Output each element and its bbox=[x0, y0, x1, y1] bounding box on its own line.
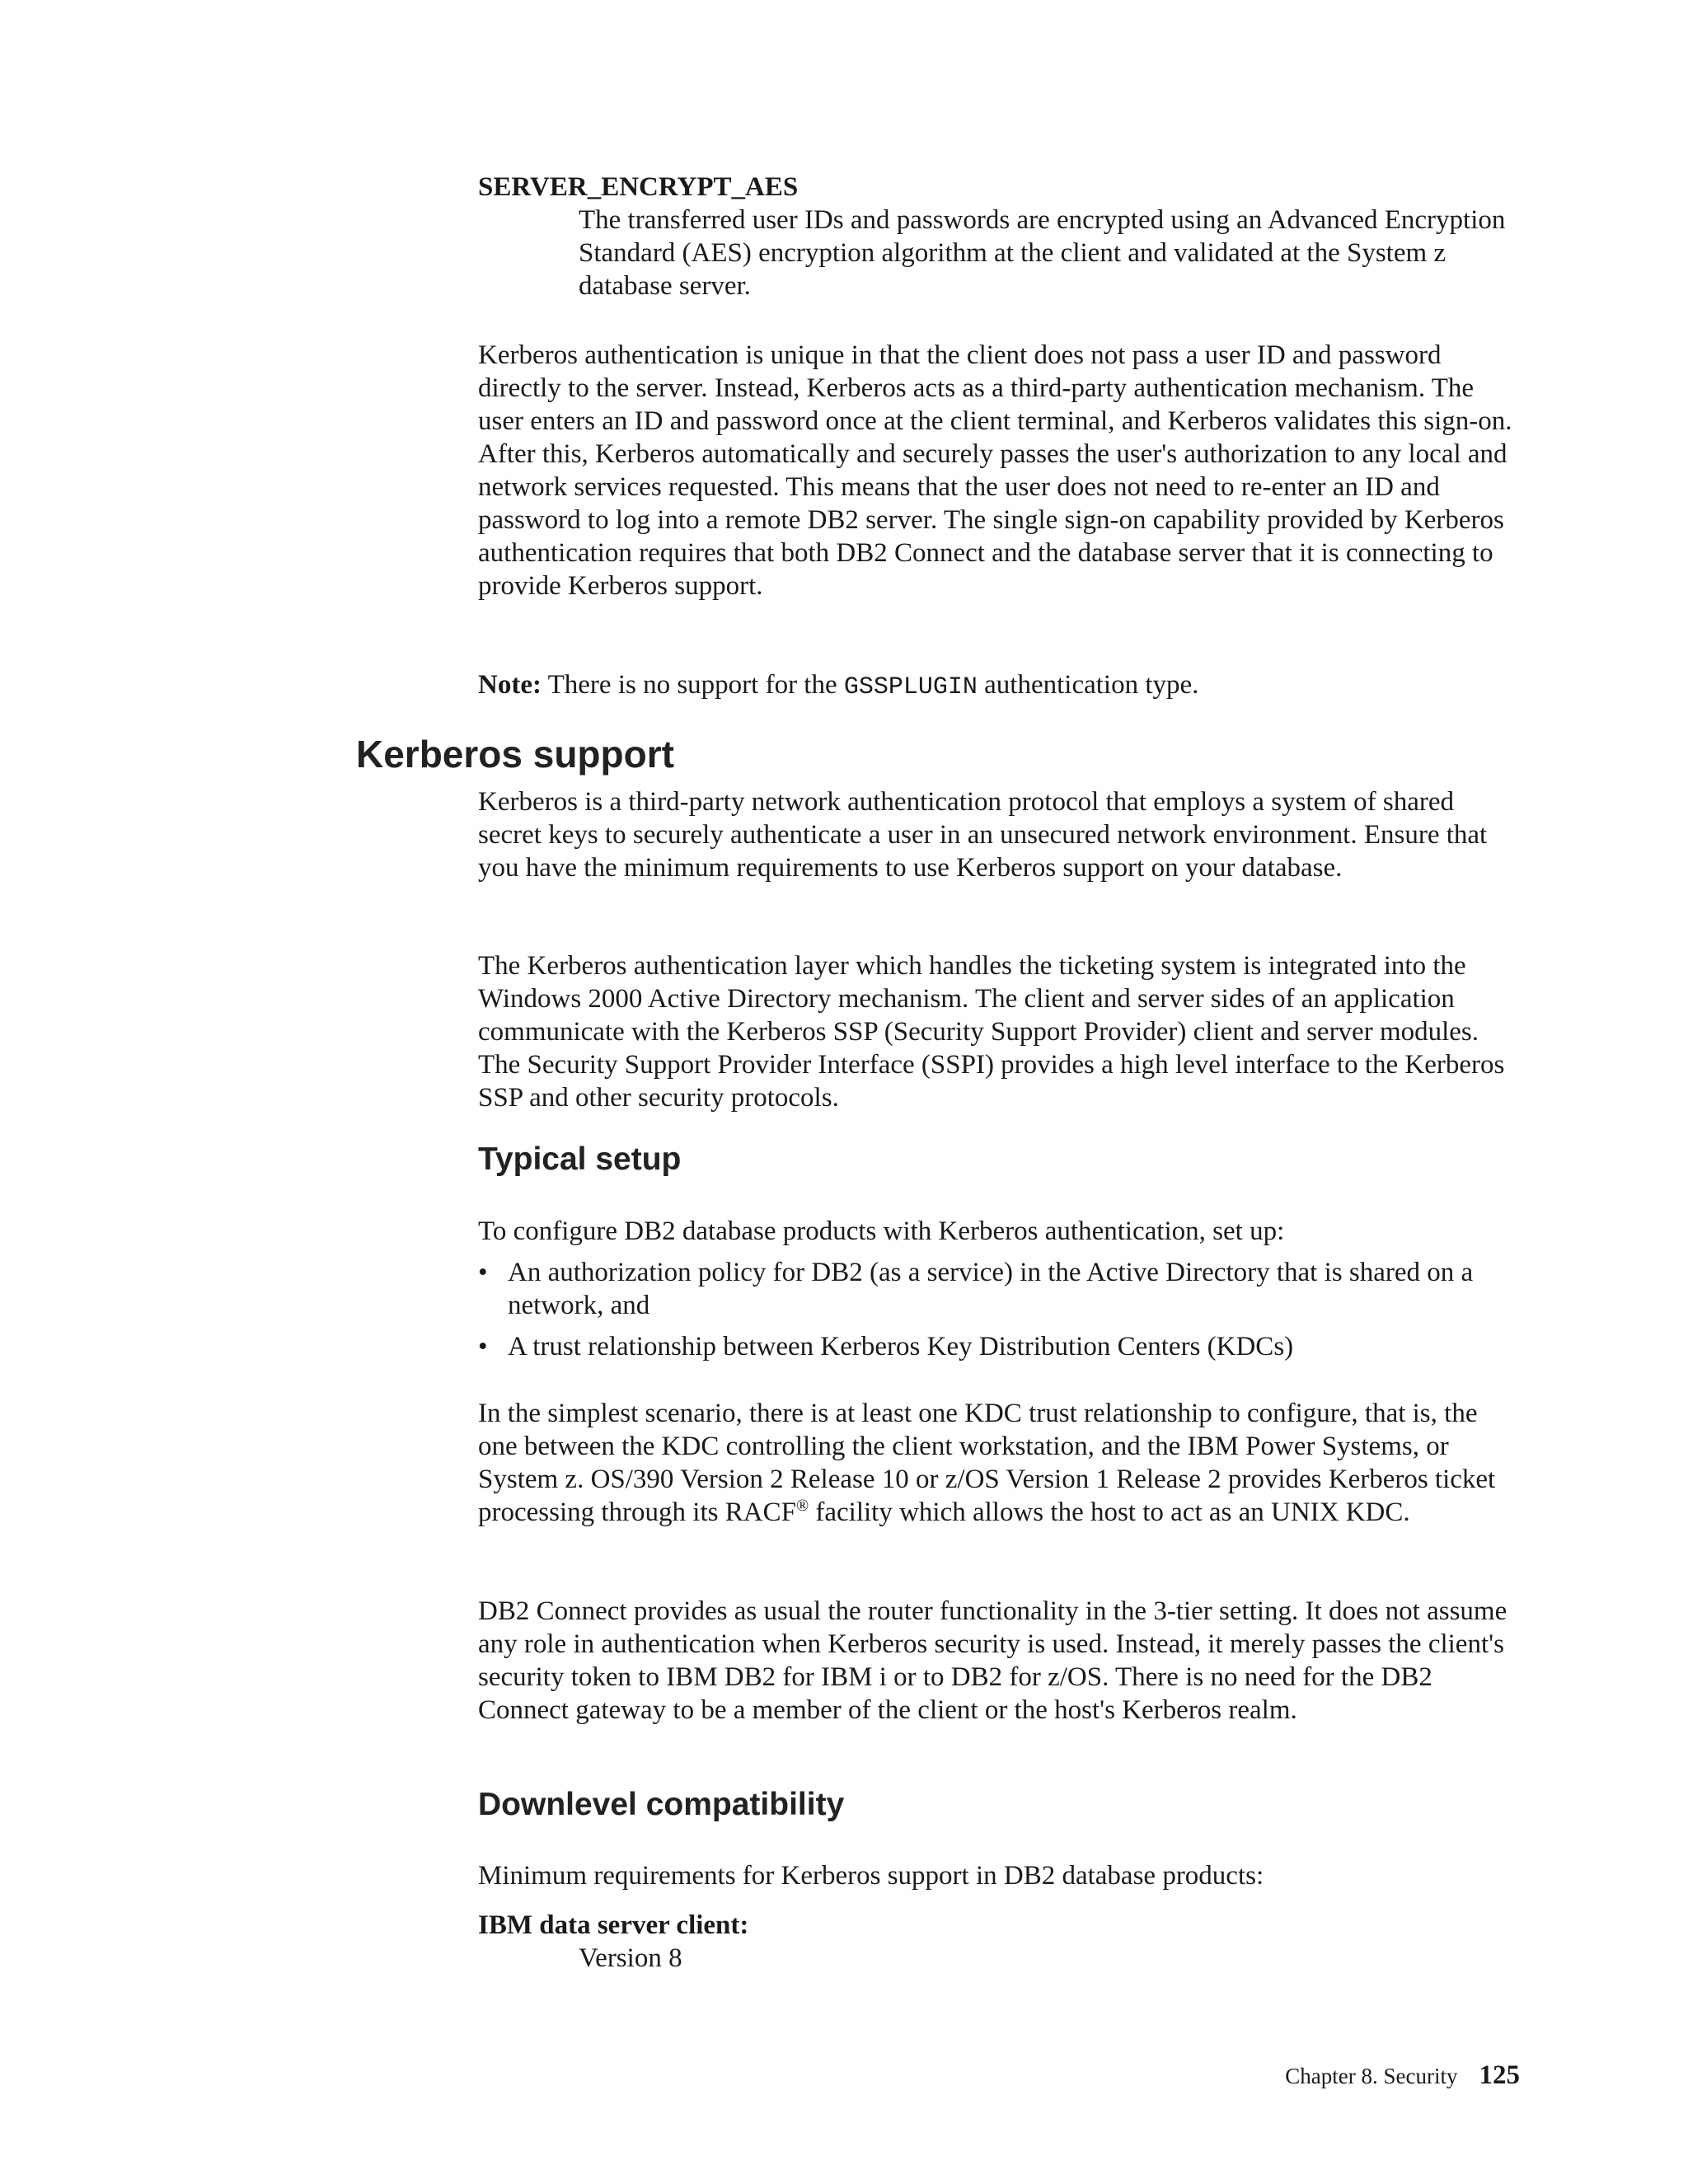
kerberos-intro-paragraph: Kerberos authentication is unique in that the client does not pass a user ID and password directly to the server. Instead, Kerberos acts as a third-party authentication mechanism. The user enters an ID and password once at the client terminal, and Kerberos validates this sign-on. After this, Kerberos automatically and securely passes the user's authorization to any local and network services requested. This means that the user does not need to re-enter an ID and password to log into a remote DB2 server. The single sign-on capability provided by Kerberos authentication requires that both DB2 Connect and the database server that it is connecting to provide Kerberos support. bbox=[478, 340, 1512, 601]
page-number: 125 bbox=[1479, 2060, 1520, 2090]
kerberos-support-heading: Kerberos support bbox=[356, 733, 674, 776]
definition-value: Version 8 bbox=[579, 1943, 682, 1973]
list-item-text: A trust relationship between Kerberos Key Distribution Centers (KDCs) bbox=[508, 1332, 1294, 1361]
note bbox=[478, 668, 1517, 704]
definition-term: SERVER_ENCRYPT_AES bbox=[478, 172, 799, 202]
list-item bbox=[478, 1330, 1517, 1363]
typical-setup-paragraph-2 bbox=[478, 1397, 1517, 1529]
list-item-text: An authorization policy for DB2 (as a service) in the Active Directory that is shared on a network, and bbox=[508, 1258, 1474, 1320]
client-requirement-definition bbox=[478, 1909, 1517, 1975]
paragraph-text: In the simplest scenario, there is at least one KDC trust relationship to configure, that is, the one between the KDC controlling the client workstation, and the IBM Power Systems, or System z. OS/390 Version 2 Release 10 or z/OS Version 1 Release 2 provides Kerberos ticket processing through its RACF bbox=[478, 1399, 1496, 1527]
note-label: Note: bbox=[478, 670, 542, 700]
paragraph-text-continued: facility which allows the host to act as an UNIX KDC. bbox=[809, 1497, 1410, 1527]
definition-description: The transferred user IDs and passwords are encrypted using an Advanced Encryption Standard (AES) encryption algorithm at the client and validated at the System z database server. bbox=[579, 205, 1506, 301]
page-footer bbox=[1285, 2060, 1520, 2091]
note-code: GSSPLUGIN bbox=[843, 673, 978, 701]
kerberos-support-paragraph-2: The Kerberos authentication layer which handles the ticketing system is integrated into the Windows 2000 Active Directory mechanism. The client and server sides of an application communicate with the Kerberos SSP (Security Support Provider) client and server modules. The Security Support Provider Interface (SSPI) provides a high level interface to the Kerberos SSP and other security protocols. bbox=[478, 951, 1505, 1113]
typical-setup-paragraph-3: DB2 Connect provides as usual the router functionality in the 3-tier setting. It does not assume any role in authentication when Kerberos security is used. Instead, it merely passes the client's security token to IBM DB2 for IBM i or to DB2 for z/OS. There is no need for the DB2 Connect gateway to be a member of the client or the host's Kerberos realm. bbox=[478, 1596, 1507, 1725]
kerberos-support-paragraph-1: Kerberos is a third-party network authentication protocol that employs a system of shared secret keys to securely authenticate a user in an unsecured network environment. Ensure that you have the minimum requirements to use Kerberos support on your database. bbox=[478, 787, 1488, 883]
server-encrypt-aes-definition bbox=[478, 171, 1517, 302]
registered-mark: ® bbox=[795, 1497, 809, 1515]
bullet-marker: • bbox=[478, 1258, 488, 1287]
definition-term: IBM data server client: bbox=[478, 1910, 749, 1940]
typical-setup-heading: Typical setup bbox=[478, 1141, 682, 1177]
note-text-before: There is no support for the bbox=[547, 670, 837, 700]
bullet-marker: • bbox=[478, 1332, 488, 1361]
chapter-label: Chapter 8. Security bbox=[1285, 2064, 1458, 2088]
typical-setup-intro: To configure DB2 database products with Kerberos authentication, set up: bbox=[478, 1216, 1285, 1246]
note-text-after: authentication type. bbox=[984, 670, 1199, 700]
downlevel-compatibility-heading: Downlevel compatibility bbox=[478, 1787, 845, 1822]
list-item bbox=[478, 1256, 1517, 1322]
downlevel-intro: Minimum requirements for Kerberos support in DB2 database products: bbox=[478, 1861, 1264, 1891]
typical-setup-list bbox=[478, 1256, 1517, 1363]
